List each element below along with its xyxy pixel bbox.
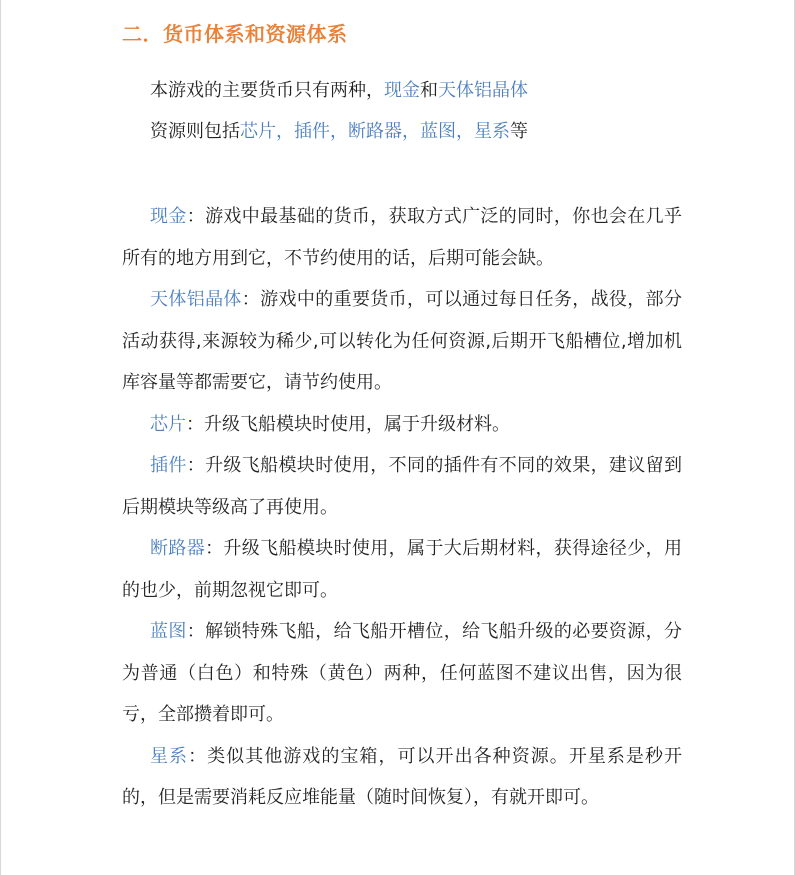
- term-cash: 现金: [150, 206, 187, 227]
- desc-blueprint: ：解锁特殊飞船，给飞船开槽位，给飞船升级的必要资源，分为普通（白色）和特殊（黄色）两种，任何蓝图不建议出售，因为很亏，全部攒着即可。: [122, 621, 683, 725]
- definition-crystal: [122, 279, 682, 404]
- intro-currency-joiner: 和: [420, 80, 438, 101]
- desc-galaxy: ：类似其他游戏的宝箱，可以开出各种资源。开星系是秒开的，但是需要消耗反应堆能量（随时间恢复），有就开即可。: [122, 745, 683, 808]
- definition-cash: [122, 196, 682, 279]
- definition-blueprint: [122, 611, 682, 736]
- term-plugin: 插件: [150, 455, 187, 476]
- term-galaxy: 星系: [150, 745, 189, 767]
- definition-breaker: [122, 528, 682, 611]
- term-breaker: 断路器: [150, 538, 206, 559]
- intro-currency-prefix: 本游戏的主要货币只有两种，: [150, 80, 384, 101]
- definition-chip: [122, 404, 682, 446]
- term-blueprint: 蓝图: [150, 621, 187, 642]
- intro-resource-prefix: 资源则包括: [150, 121, 240, 142]
- resource-list-highlight: 芯片，插件，断路器，蓝图，星系: [240, 121, 510, 142]
- intro-currency-line: [150, 77, 528, 105]
- section-heading: 二．货币体系和资源体系: [122, 22, 348, 46]
- definition-plugin: [122, 445, 682, 528]
- desc-chip: ：升级飞船模块时使用，属于升级材料。: [186, 413, 510, 435]
- intro-resource-line: [150, 118, 528, 146]
- desc-crystal: ：游戏中的重要货币，可以通过每日任务，战役，部分活动获得,来源较为稀少,可以转化为任何资源,后期开飞船槽位,增加机库容量等都需要它，请节约使用。: [122, 289, 683, 393]
- term-chip: 芯片: [150, 413, 186, 435]
- currency-cash-highlight: 现金: [384, 80, 420, 101]
- intro-resource-suffix: 等: [510, 121, 528, 142]
- currency-crystal-highlight: 天体铝晶体: [438, 80, 528, 101]
- desc-plugin: ：升级飞船模块时使用，不同的插件有不同的效果，建议留到后期模块等级高了再使用。: [122, 455, 683, 518]
- desc-cash: ：游戏中最基础的货币，获取方式广泛的同时，你也会在几乎所有的地方用到它，不节约使用的话，后期可能会缺。: [122, 206, 683, 269]
- definition-list: [122, 196, 682, 819]
- term-crystal: 天体铝晶体: [150, 289, 242, 310]
- definition-galaxy: [122, 736, 682, 819]
- desc-breaker: ：升级飞船模块时使用，属于大后期材料，获得途径少，用的也少，前期忽视它即可。: [122, 538, 683, 601]
